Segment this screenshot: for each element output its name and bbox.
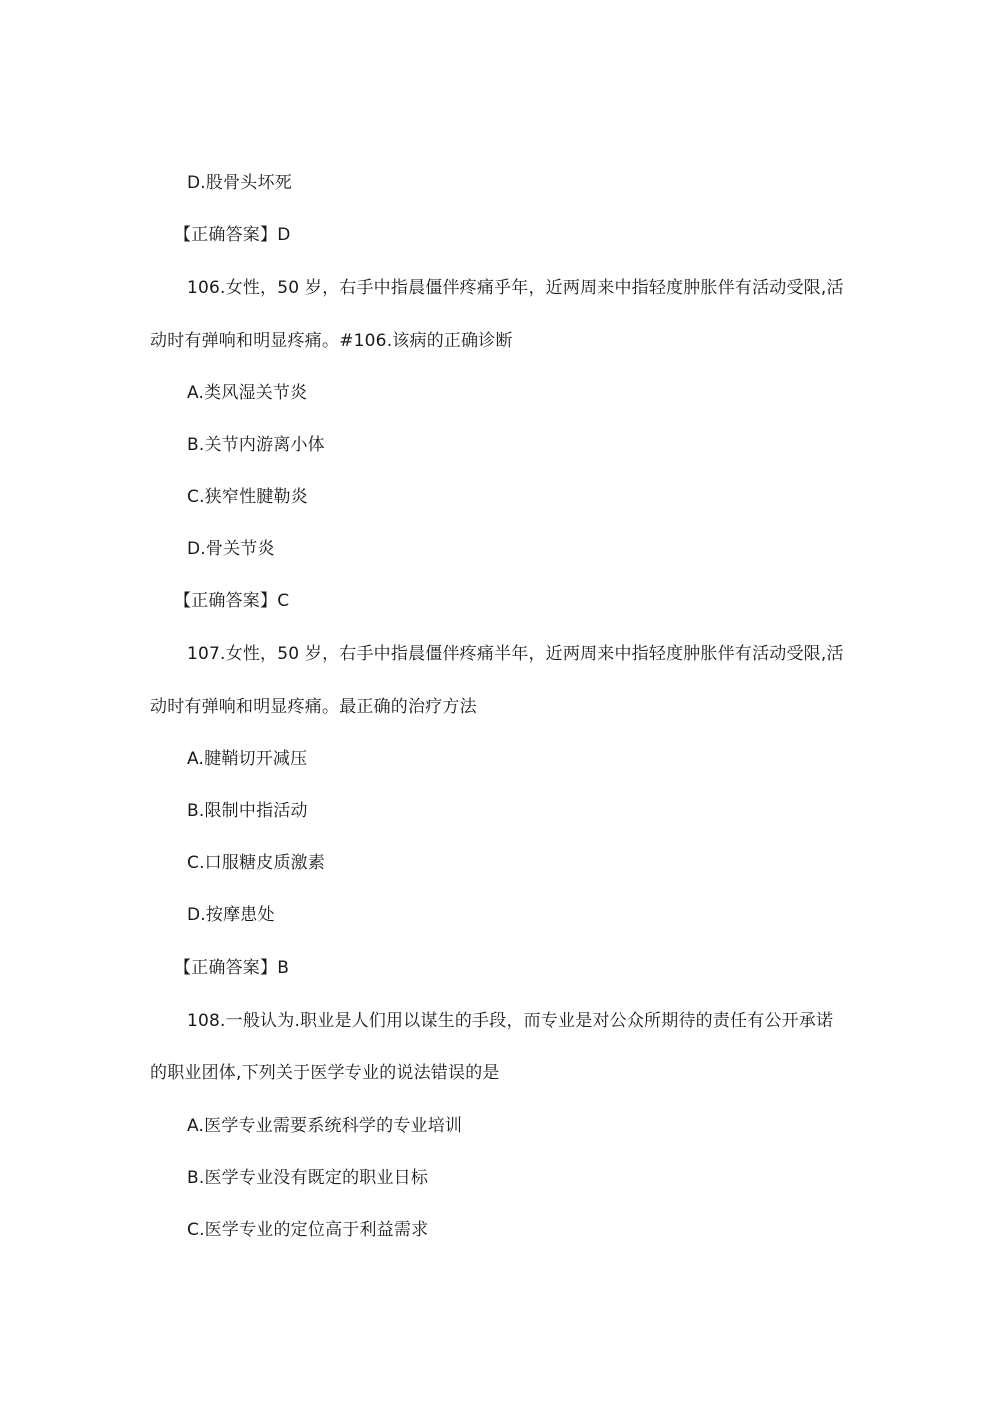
q108-stem-line2: 的职业团体,下列关于医学专业的说法错误的是 [150,1063,500,1083]
q106-option-a: A.类风湿关节炎 [187,383,308,403]
q105-answer: 【正确答案】D [174,225,291,245]
q108-option-a: A.医学专业需要系统科学的专业培训 [187,1116,463,1136]
q106-answer: 【正确答案】C [174,591,290,611]
q107-option-c: C.口服糖皮质激素 [187,853,326,873]
q105-option-d: D.股骨头坏死 [187,173,292,193]
q108-stem-line1: 108.一般认为.职业是人们用以谋生的手段，而专业是对公众所期待的责任有公开承诺 [187,1011,834,1031]
q107-answer: 【正确答案】B [174,958,290,978]
q106-stem-line2: 动时有弹响和明显疼痛。#106.该病的正确诊断 [150,331,513,351]
q107-stem-line1: 107.女性，50 岁，右手中指晨僵伴疼痛半年，近两周来中指轻度肿胀伴有活动受限,活 [187,644,844,664]
q107-option-b: B.限制中指活动 [187,801,308,821]
q107-option-d: D.按摩患处 [187,905,275,925]
q106-stem-line1: 106.女性，50 岁，右手中指晨僵伴疼痛乎年，近两周来中指轻度肿胀伴有活动受限,活 [187,278,844,298]
q108-option-b: B.医学专业没有既定的职业日标 [187,1168,429,1188]
q107-option-a: A.腱鞘切开减压 [187,749,308,769]
q106-option-c: C.狭窄性腱勒炎 [187,487,308,507]
q106-option-b: B.关节内游离小体 [187,435,325,455]
q106-option-d: D.骨关节炎 [187,539,275,559]
q108-option-c: C.医学专业的定位高于利益需求 [187,1220,429,1240]
q107-stem-line2: 动时有弹响和明显疼痛。最正确的治疗方法 [150,697,477,717]
